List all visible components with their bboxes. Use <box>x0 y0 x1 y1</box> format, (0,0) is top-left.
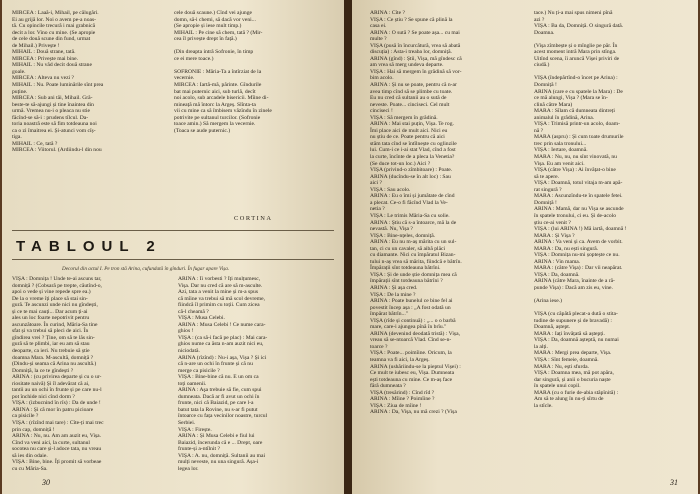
tableau-subtitle: Decorul din actul I. Pe tron stă Arina, cufundată în gînduri. În fugar apare Vișa. <box>62 266 230 272</box>
page-number-right: 31 <box>670 478 678 487</box>
divider-top <box>12 230 334 231</box>
left-page <box>2 0 344 494</box>
text-column-bottom-right: ARINA : Îi vorbesti ? Îți mulțumesc, Vișa. Dar nu cred că are să m-asculte. Azi, tata a venit la mine și m-a spus că mîine va trebui să mă scol devreme, fiindcă îl primim cu toții. Cum zicea că-l cheamă ? VIȘA : Musa Celebi. ARINA : Musa Celebi ! Ce nume cara- ghios ! VIȘA : (ca să-i facă pe plac) : Mai cara- ghios nume ca ăsta n-am auzit nici eu, niciodată. ARINA (rîzînd) : Nu-i așa, Vișa ? Și ici că n-are un ochi în frunte și că nu merge ca pisicile ? VIȘA : Bine-bine că nu. E un om ca toți oamenii. ARINA : Aşa trebuie să fie, cum spui dumneata. Dacă ar fi avut un ochi în frunte, nici că Baiazid, pe care l-a batut tata la Rovine, nu s-ar fi putut întoarce cu fața vecinilor noastre, turcul Serbiei. VIȘA : Firește. ARINA : Și Musa Celebi e fiul lui Baiazid, încerunda că e ... Drept, oare frunte-și a-ntîlnit ? VIȘA : A. nu, domniță. Sultanii au mai mulți neveste, nu una singură. Așa-i legea lor. <box>178 276 268 472</box>
text-column-right-left: ARINA : Cîte ? VIȘA : Ce știu ? Se spune că plină la casa ei. ARINA : O sută ? Se poate așa... cu mai multe ? VIȘA (pusă în încurcătură, vrea să abată discuția) : Asta-i treaba lor, domniță. ARINA (gînd) : Știi, Vișa, mă gîndesc că am vrea să merg undeva departe. VIȘA : Hai să mergem în grădină să vor- bim acolo. ARINA : Și nu se poate, pentru că n-ar avea timp cînd să se plimbe cu toate. Eu nu cred că sultanii au o sută de neveste. Poate... cinciseci. Cel mult cinciseci ! VIȘA : Să mergem în grădină. ARINA : Mai stai puțin, Vișa. Te rog. Îmi place aici de mult aici. Nici eu nu știu de ce. Poate pentru că aici stăm tata cînd se întîlnește cu oglinzile lui. Cum-i ce i-ai stat Vlad, cînd a fost la curte, încînte de a pleca la Venetia? (Se duce tot-un loc.) Aici ? VIȘA (privind-o zîmbitoare) : Poate. ARINA (ducîndu-se în alt loc) : Sau aici ? VIȘA : Sau acolo. ARINA : Eu o îmi și jumătate de cînd a plecat. Ce-o fi făcînd Vlad la Ve- netia ? VIȘA : Le trimis Măria-Sa cu solie. ARINA : Știu că s-a întoarce, mă la de nevastă. Nu, Vișa ? VIȘA : Bine-nțeles, domniță. ARINA : Eu nu m-aș mărita cu un sul- tan, ci cu un cavaler, să aibă plăci cu diamante. Nici cu împăratul Bizan- tului n-aș vrea să mărita, fiindcă e bătrîn. Împărații sînt totdeauna bătrîni. VIȘA : Și de unde știe domnița mea că împărații sînt totdeauna bătrîni ? ARINA : Și așa cred. VIȘA : De la mine ? ARINA : Poate bunelul ce bine fel ai povestit încep așa : „A fost odată un împărat bătrîn..." VIȘA (rîde și continuă) : „... o o barbă mare, care-i ajungea pînă în brîu." ARINA (devenind deodată tristă) : Vișa, vreau să se-ntoarcă Vlad. Cînd se-n- toarce ? VIȘA : Poate... poimîine. Oricum, la teamna va fi aici, la Argeș. ARINA (ushăriindu-se la pieptul Vișei) : Ce mult te iubesc eu, Vișa. Dumneata ești totdeauna cu mine. Ce m-aș face fără dumneata ? VIȘA (tresărind) : Cînd rîd ? ARINA : Mîine ? Poimîine ? VIȘA : Ziua de mîine ! ARINA : Da, Vișa, nu mă crezi ? (Vișa <box>370 10 462 416</box>
tableau-title: TABLOUL 2 <box>16 238 162 255</box>
page-number-left: 30 <box>42 478 50 487</box>
text-column-top-right: cele două scaune.) Cînd vei ajunge domn, să-i chemi, să dacă vor veni... (Se apropie și iese mult timp.) MIHAIL : Pe cine să chem, tată ? (Mir- cea îl privește drept în față.) (Din dreapta intră Sofronie, în timp ce ei mere toace.) SOFRONIE : Măria-Ta a întîrziat de la vecernie. MIRCEA : Iartă-mă, părinte. Gîndurile bat mai puternic aici, sub turlă, decît noi acolo, sub arcadele bisericii. Mîine di- mineață mă întorc la Argeș. Slînta-ta vii cu mine ca să îmbisem văzîndu în zinele potrivite pe sultanul turcilor. (Sofronie toace amin.) Să mergem la vecernie. (Toaca se aude puternic.) <box>174 10 272 134</box>
cortina-label: CORTINA <box>234 215 273 222</box>
text-column-top-left: MIRCEA : Laaă-i, Mihail, pe călugări. Ei au grijă lor. Noi o avem pe-a noas- tă. Cu opincile trecură i mai grabnică decit a lor. Vino cu mine. (Se apropie de cele două scune din fund, urmat de Mihail.) Privește ! MIHAIL : Două strane, tată. MIRCEA : Privește mai bine. MIHAIL : Nu văd decit două strane goale. MIRCEA : Alteva nu vezi ? MIHAIL : Nu. Poate luminările sînt prea puține. MIRCEA : Sub ani tăi, Mihail. Gră- beste-te să-ajungi și tine înaintea din urmă. Vremea nu-i o pleaca nu stie făcînd-se să-i : prudens tîlcul. Da- toria noastră este să fim totdeauna noi ca o zi îmaitrea ei. Și-atunci vom cîș- tiga. MIHAIL : Ce, tată ? MIRCEA : Viitorul. (Ardiindu-l din nou <box>12 10 104 154</box>
divider-bottom <box>12 259 334 260</box>
text-column-right-right: tace.) Nu ți-a mai spus nimeni pînă azi ? VIȘA : Ba da, Domniță. O singură dată. Doamna. (Vișa zîmbește și o mînglie pe păr. În acest moment intră Mara prin stînga. Uitînd scena, îi aruncă Vișei priviri de ciudă.) VIȘA (îndepărtînd-o încet pe Arina) : Domniță ! ARINA (care e cu spatele la Mara) : De ce mă alungi, Vișa ? (Mara se în- clină către Mara) MARA : Sîlam că dumneata dintreți animalul în grădină, Arina. VIȘA : Trimisă printr-un acolo, doam- nă ? MARA (aspru) : Și cum toate drumurile trec prin sala tronului... VIȘA : Iertare, doamnă. MARA : Nu, nu, nu sînt vinovată, nu Vișa. Eu am venit aici. VIȘA (către Vișa) : Ai învățat-o bine să te apere. VIȘA : Doamnă, totul vitaja m-am apă- rat singură ? MARA : Ascunzîndu-te în spatele fetei. Domniță ! ARINA : Mamă, dar nu Vișa se ascunde în spatele tronului, ci eu. Și de-acolo știu ce-ai venit ? VIȘA : (lui ARINA !) Mă iartă, doamnă ! MARA : Și Vișa ? ARINA : Va veni și ca. Avem de vorbit. MARA : Da, nu ești singură. VIȘA : Domnița nu-mi șoptește ce nu. ARINA : Vin mama. MARA : (către Vișa) : Dar vii neapărat. VIȘA : Da, doamnă. ARINA (către Mara, înainte de a ră- punde Vișa) : Dacă am zis eu, vine. (Arina iese.) VIȘA (cu căpătă plecat-a dută o stita- tudine de supunere și de bravadă) : Doamnă, aștept. MARA : Iați învățată să aștepți. VIȘA : Da, doamnă așteptă, nu numai la alți. MARA : Mergi prea departe, Vișa. VIȘA : Sînt femeie, doamnă. MARA : Nu, ești sfurda. VIȘA : Doamna mea, mă pot apăra, dar singură, și anii o bucuria naște în spatele unui copil. MARA (cu o furie de-abia stăpînită) : Am să te alung în nu-ți sîrtu de la stîcle. <box>534 10 627 409</box>
right-page <box>352 0 698 494</box>
book-gutter <box>344 0 352 494</box>
text-column-bottom-left: VIȘA : Domnița ! Unde te-ai ascuns tar, domniță ? (Cobsară pe trepte, căutînd-o, apoi o vede și vine repede spre ea.) De la o vreme îți place să stai sin- gură. Te ascunzi unde nici nu gîndești, și ce te mai cauți... Dar acum ți-ai ales un loc foarte nepotrivit pentru ascunzătoare. În curind, Măria-Sa tine sfat și va trebui să pleci de aici. În gîndirea vrei ? Ține, om să te lăs sin- gură să te plimbi, iar eu am să stau deoparte, ca ieri. Nu trebuie să știe doamna Mara. M-ascultă, domniță ? (Dindu-și seama că Arina nu ascultă.) Domniță, la ce te gîndești ? ARINA : (cu privirea departe și cu o ur- riositate naivă) Și îl adevărat că ai, tantii au un ochi în frunte și pe care nu-l pot închide nici cînd dorm ? VIȘA : (izbucnind în rîs) : Da de unde ! ARINA : Și că mor în patru picioare ca pisicile ? VIȘA : (rîzînd mai tare) : Cîte-ți mai trec prin cap, domniță ! ARINA : Nu, nu. Am am auzit eu, Vișa. Cînd va veni aici, la curte, sultanul socotea nu care și-l adoce tata, nu vreau să ies din odaie. VIȘA : Bine, bine. Îți promit să vorbeae cu cu Măria-Sa. <box>12 276 104 472</box>
